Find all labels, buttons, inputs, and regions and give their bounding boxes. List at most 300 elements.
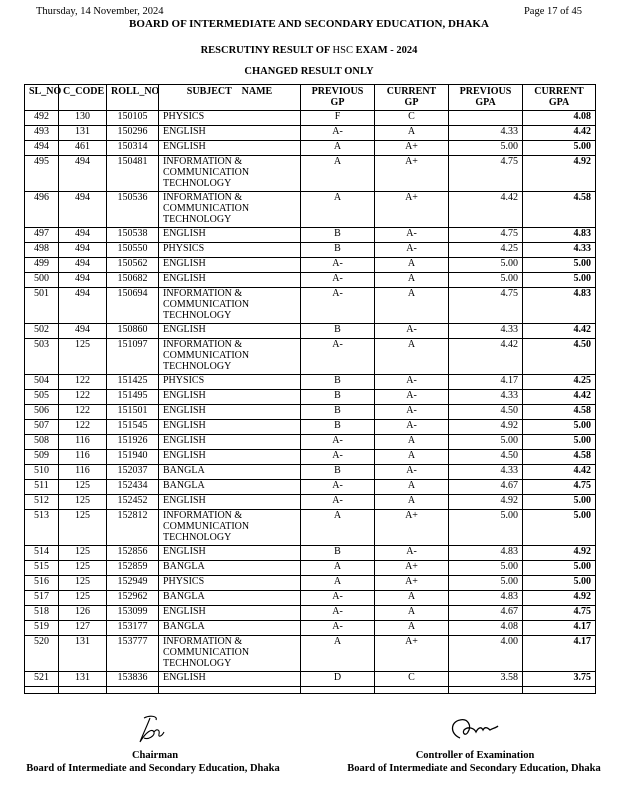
subject-cell: ENGLISH [159,606,301,621]
sl-no-cell: 516 [25,576,59,591]
table-row [25,510,596,546]
table-row [25,126,596,141]
previous-gpa-cell: 4.92 [449,420,523,435]
roll-no-cell: 153099 [107,606,159,621]
title-exam: HSC [332,45,353,56]
sl-no-cell: 505 [25,390,59,405]
current-gpa-cell: 4.33 [523,243,596,258]
previous-gp-cell: A- [301,273,375,288]
current-gp-cell: A+ [375,636,449,672]
previous-gp-cell: A- [301,621,375,636]
current-gp-cell: A [375,126,449,141]
table-row [25,480,596,495]
current-gpa-cell: 4.17 [523,621,596,636]
table-row [25,156,596,192]
previous-gp-cell: F [301,111,375,126]
current-gp-cell: A+ [375,156,449,192]
c-code-cell: 494 [59,288,107,324]
current-gp-cell: A+ [375,576,449,591]
current-gpa-cell: 4.58 [523,192,596,228]
table-row [25,450,596,465]
page-title [0,45,618,56]
sl-no-cell: 504 [25,375,59,390]
roll-no-cell: 153836 [107,672,159,687]
subject-cell: BANGLA [159,465,301,480]
c-code-cell: 122 [59,405,107,420]
c-code-cell: 125 [59,510,107,546]
previous-gp-cell: A [301,636,375,672]
col-header-previous-gpa: PREVIOUS GPA [449,85,523,111]
c-code-cell: 122 [59,420,107,435]
roll-no-cell: 152859 [107,561,159,576]
chairman-org: Board of Intermediate and Secondary Education, Dhaka [26,763,280,774]
current-gp-cell: A [375,435,449,450]
table-row [25,324,596,339]
previous-gp-cell: A- [301,288,375,324]
chairman-signature [130,714,170,746]
sl-no-cell: 495 [25,156,59,192]
current-gpa-cell: 4.42 [523,390,596,405]
previous-gpa-cell: 5.00 [449,510,523,546]
current-gpa-cell: 4.83 [523,228,596,243]
previous-gpa-cell: 4.33 [449,324,523,339]
sl-no-cell: 507 [25,420,59,435]
previous-gp-cell: B [301,390,375,405]
previous-gp-cell: B [301,324,375,339]
previous-gpa-cell: 5.00 [449,561,523,576]
subject-cell: ENGLISH [159,228,301,243]
current-gpa-cell: 4.42 [523,126,596,141]
current-gpa-cell: 4.08 [523,111,596,126]
previous-gpa-cell [449,111,523,126]
sl-no-cell: 511 [25,480,59,495]
previous-gpa-cell: 5.00 [449,258,523,273]
c-code-cell: 131 [59,672,107,687]
current-gp-cell: A [375,621,449,636]
roll-no-cell: 150314 [107,141,159,156]
current-gp-cell: A- [375,390,449,405]
print-date: Thursday, 14 November, 2024 [36,6,164,17]
current-gp-cell: A- [375,243,449,258]
sl-no-cell: 514 [25,546,59,561]
subject-cell: ENGLISH [159,390,301,405]
previous-gpa-cell: 4.50 [449,450,523,465]
previous-gpa-cell: 5.00 [449,273,523,288]
subject-cell: ENGLISH [159,273,301,288]
table-row [25,561,596,576]
sl-no-cell: 517 [25,591,59,606]
table-row [25,546,596,561]
roll-no-cell: 152962 [107,591,159,606]
roll-no-cell: 152452 [107,495,159,510]
table-row [25,495,596,510]
previous-gp-cell: A- [301,450,375,465]
table-row [25,339,596,375]
sl-no-cell: 512 [25,495,59,510]
current-gp-cell: A- [375,324,449,339]
previous-gp-cell: A- [301,606,375,621]
page-subtitle: CHANGED RESULT ONLY [244,66,374,77]
table-row [25,465,596,480]
c-code-cell: 126 [59,606,107,621]
c-code-cell: 494 [59,156,107,192]
roll-no-cell: 152434 [107,480,159,495]
c-code-cell: 131 [59,126,107,141]
table-row [25,192,596,228]
c-code-cell: 125 [59,591,107,606]
c-code-cell: 116 [59,450,107,465]
table-row [25,258,596,273]
c-code-cell: 125 [59,546,107,561]
current-gp-cell: A [375,606,449,621]
current-gp-cell: A [375,591,449,606]
empty-cell [375,687,449,694]
table-row [25,141,596,156]
empty-cell [523,687,596,694]
previous-gpa-cell: 3.58 [449,672,523,687]
roll-no-cell: 150481 [107,156,159,192]
current-gpa-cell: 4.75 [523,480,596,495]
subject-cell: ENGLISH [159,324,301,339]
current-gp-cell: A- [375,405,449,420]
previous-gpa-cell: 4.42 [449,192,523,228]
roll-no-cell: 151097 [107,339,159,375]
previous-gpa-cell: 4.33 [449,126,523,141]
subject-cell: ENGLISH [159,126,301,141]
subject-cell: BANGLA [159,621,301,636]
current-gpa-cell: 4.58 [523,450,596,465]
roll-no-cell: 151545 [107,420,159,435]
sl-no-cell: 499 [25,258,59,273]
c-code-cell: 125 [59,561,107,576]
sl-no-cell: 509 [25,450,59,465]
sl-no-cell: 508 [25,435,59,450]
current-gp-cell: A+ [375,510,449,546]
c-code-cell: 125 [59,339,107,375]
previous-gpa-cell: 4.33 [449,465,523,480]
sl-no-cell: 506 [25,405,59,420]
col-header-roll-no: ROLL_NO [107,85,159,111]
sl-no-cell: 502 [25,324,59,339]
controller-signature [448,716,500,744]
table-row [25,288,596,324]
current-gpa-cell: 3.75 [523,672,596,687]
c-code-cell: 494 [59,324,107,339]
subject-cell: INFORMATION & COMMUNICATION TECHNOLOGY [159,636,301,672]
sl-no-cell: 518 [25,606,59,621]
subject-cell: ENGLISH [159,450,301,465]
previous-gpa-cell: 4.83 [449,591,523,606]
previous-gpa-cell: 4.67 [449,480,523,495]
roll-no-cell: 152037 [107,465,159,480]
table-row [25,390,596,405]
previous-gp-cell: A [301,576,375,591]
roll-no-cell: 152812 [107,510,159,546]
sl-no-cell: 510 [25,465,59,480]
table-row [25,243,596,258]
c-code-cell: 131 [59,636,107,672]
previous-gp-cell: A- [301,591,375,606]
previous-gp-cell: A [301,192,375,228]
current-gp-cell: A [375,339,449,375]
current-gpa-cell: 4.75 [523,606,596,621]
current-gpa-cell: 5.00 [523,141,596,156]
previous-gp-cell: B [301,465,375,480]
subject-cell: ENGLISH [159,672,301,687]
current-gp-cell: A+ [375,561,449,576]
controller-title: Controller of Examination [415,750,535,761]
subject-cell: INFORMATION & COMMUNICATION TECHNOLOGY [159,339,301,375]
current-gp-cell: A [375,258,449,273]
current-gpa-cell: 4.25 [523,375,596,390]
c-code-cell: 494 [59,192,107,228]
title-prefix: RESCRUTINY RESULT OF [200,45,333,56]
subject-cell: ENGLISH [159,258,301,273]
col-header-sl-no: SL_NO [25,85,59,111]
roll-no-cell: 151425 [107,375,159,390]
subject-cell: ENGLISH [159,495,301,510]
c-code-cell: 125 [59,495,107,510]
current-gp-cell: A- [375,546,449,561]
sl-no-cell: 501 [25,288,59,324]
previous-gp-cell: B [301,546,375,561]
subject-cell: PHYSICS [159,576,301,591]
previous-gp-cell: A- [301,435,375,450]
current-gp-cell: A [375,495,449,510]
current-gpa-cell: 4.17 [523,636,596,672]
previous-gpa-cell: 4.83 [449,546,523,561]
empty-cell [159,687,301,694]
table-header-row [25,85,596,111]
current-gp-cell: C [375,111,449,126]
current-gpa-cell: 4.58 [523,405,596,420]
current-gpa-cell: 4.50 [523,339,596,375]
sl-no-cell: 498 [25,243,59,258]
previous-gp-cell: A- [301,339,375,375]
current-gp-cell: A- [375,420,449,435]
previous-gp-cell: A- [301,480,375,495]
previous-gp-cell: D [301,672,375,687]
current-gp-cell: C [375,672,449,687]
subject-cell: BANGLA [159,480,301,495]
current-gpa-cell: 4.42 [523,324,596,339]
sl-no-cell: 497 [25,228,59,243]
results-table [24,84,596,694]
sl-no-cell: 521 [25,672,59,687]
previous-gpa-cell: 5.00 [449,576,523,591]
page-number: Page 17 of 45 [523,6,582,17]
col-header-previous-gp: PREVIOUS GP [301,85,375,111]
previous-gpa-cell: 4.17 [449,375,523,390]
previous-gpa-cell: 4.75 [449,156,523,192]
c-code-cell: 125 [59,576,107,591]
subject-cell: ENGLISH [159,405,301,420]
col-header-current-gp: CURRENT GP [375,85,449,111]
table-continuation-row [25,687,596,694]
current-gpa-cell: 5.00 [523,510,596,546]
sl-no-cell: 496 [25,192,59,228]
subject-cell: BANGLA [159,561,301,576]
c-code-cell: 494 [59,273,107,288]
previous-gp-cell: A [301,141,375,156]
subject-cell: INFORMATION & COMMUNICATION TECHNOLOGY [159,192,301,228]
previous-gp-cell: B [301,243,375,258]
current-gp-cell: A- [375,465,449,480]
previous-gp-cell: A- [301,495,375,510]
previous-gp-cell: B [301,375,375,390]
subject-cell: INFORMATION & COMMUNICATION TECHNOLOGY [159,510,301,546]
table-row [25,591,596,606]
board-name: BOARD OF INTERMEDIATE AND SECONDARY EDUCATION, DHAKA [129,18,489,30]
previous-gpa-cell: 4.00 [449,636,523,672]
previous-gp-cell: A [301,510,375,546]
c-code-cell: 494 [59,228,107,243]
table-row [25,375,596,390]
roll-no-cell: 150562 [107,258,159,273]
col-header-current-gpa: CURRENT GPA [523,85,596,111]
previous-gpa-cell: 4.75 [449,288,523,324]
roll-no-cell: 152856 [107,546,159,561]
subject-cell: ENGLISH [159,435,301,450]
roll-no-cell: 151495 [107,390,159,405]
controller-org: Board of Intermediate and Secondary Education, Dhaka [347,763,601,774]
previous-gp-cell: A [301,561,375,576]
current-gp-cell: A+ [375,141,449,156]
table-row [25,672,596,687]
table-row [25,576,596,591]
previous-gpa-cell: 4.50 [449,405,523,420]
empty-cell [449,687,523,694]
table-row [25,636,596,672]
col-header-subject-name: SUBJECT NAME [159,85,301,111]
previous-gp-cell: B [301,405,375,420]
current-gpa-cell: 4.92 [523,591,596,606]
previous-gp-cell: A- [301,258,375,273]
current-gpa-cell: 5.00 [523,561,596,576]
roll-no-cell: 153177 [107,621,159,636]
subject-cell: PHYSICS [159,111,301,126]
subject-cell: BANGLA [159,591,301,606]
subject-cell: PHYSICS [159,375,301,390]
col-header-c-code: C_CODE [59,85,107,111]
chairman-title: Chairman [131,750,179,761]
table-row [25,435,596,450]
previous-gp-cell: B [301,420,375,435]
table-row [25,405,596,420]
previous-gpa-cell: 4.92 [449,495,523,510]
current-gpa-cell: 4.83 [523,288,596,324]
current-gp-cell: A [375,480,449,495]
title-suffix: EXAM - 2024 [352,45,418,56]
subject-cell: INFORMATION & COMMUNICATION TECHNOLOGY [159,156,301,192]
previous-gpa-cell: 4.42 [449,339,523,375]
table-row [25,228,596,243]
current-gpa-cell: 5.00 [523,273,596,288]
roll-no-cell: 150694 [107,288,159,324]
roll-no-cell: 151940 [107,450,159,465]
current-gp-cell: A+ [375,192,449,228]
c-code-cell: 494 [59,243,107,258]
c-code-cell: 122 [59,390,107,405]
previous-gpa-cell: 4.08 [449,621,523,636]
table-row [25,420,596,435]
current-gpa-cell: 4.42 [523,465,596,480]
subject-cell: INFORMATION & COMMUNICATION TECHNOLOGY [159,288,301,324]
sl-no-cell: 492 [25,111,59,126]
roll-no-cell: 150860 [107,324,159,339]
current-gpa-cell: 5.00 [523,576,596,591]
c-code-cell: 125 [59,480,107,495]
roll-no-cell: 152949 [107,576,159,591]
current-gpa-cell: 5.00 [523,435,596,450]
sl-no-cell: 513 [25,510,59,546]
current-gpa-cell: 4.92 [523,156,596,192]
c-code-cell: 494 [59,258,107,273]
previous-gpa-cell: 4.67 [449,606,523,621]
previous-gpa-cell: 4.25 [449,243,523,258]
roll-no-cell: 150105 [107,111,159,126]
sl-no-cell: 515 [25,561,59,576]
sl-no-cell: 519 [25,621,59,636]
empty-cell [59,687,107,694]
c-code-cell: 116 [59,435,107,450]
c-code-cell: 130 [59,111,107,126]
subject-cell: ENGLISH [159,141,301,156]
current-gp-cell: A- [375,228,449,243]
current-gp-cell: A [375,273,449,288]
current-gpa-cell: 5.00 [523,420,596,435]
subject-cell: ENGLISH [159,420,301,435]
sl-no-cell: 520 [25,636,59,672]
table-row [25,111,596,126]
current-gpa-cell: 4.92 [523,546,596,561]
previous-gpa-cell: 4.75 [449,228,523,243]
roll-no-cell: 151501 [107,405,159,420]
roll-no-cell: 151926 [107,435,159,450]
roll-no-cell: 150550 [107,243,159,258]
c-code-cell: 116 [59,465,107,480]
sl-no-cell: 494 [25,141,59,156]
previous-gp-cell: B [301,228,375,243]
roll-no-cell: 150682 [107,273,159,288]
roll-no-cell: 150538 [107,228,159,243]
subject-cell: PHYSICS [159,243,301,258]
roll-no-cell: 150296 [107,126,159,141]
empty-cell [301,687,375,694]
previous-gp-cell: A- [301,126,375,141]
current-gp-cell: A [375,450,449,465]
roll-no-cell: 150536 [107,192,159,228]
current-gpa-cell: 5.00 [523,495,596,510]
c-code-cell: 461 [59,141,107,156]
current-gp-cell: A [375,288,449,324]
current-gpa-cell: 5.00 [523,258,596,273]
sl-no-cell: 493 [25,126,59,141]
previous-gpa-cell: 4.33 [449,390,523,405]
subject-cell: ENGLISH [159,546,301,561]
sl-no-cell: 500 [25,273,59,288]
empty-cell [107,687,159,694]
previous-gpa-cell: 5.00 [449,435,523,450]
previous-gp-cell: A [301,156,375,192]
empty-cell [25,687,59,694]
table-row [25,621,596,636]
table-row [25,273,596,288]
sl-no-cell: 503 [25,339,59,375]
roll-no-cell: 153777 [107,636,159,672]
c-code-cell: 122 [59,375,107,390]
c-code-cell: 127 [59,621,107,636]
